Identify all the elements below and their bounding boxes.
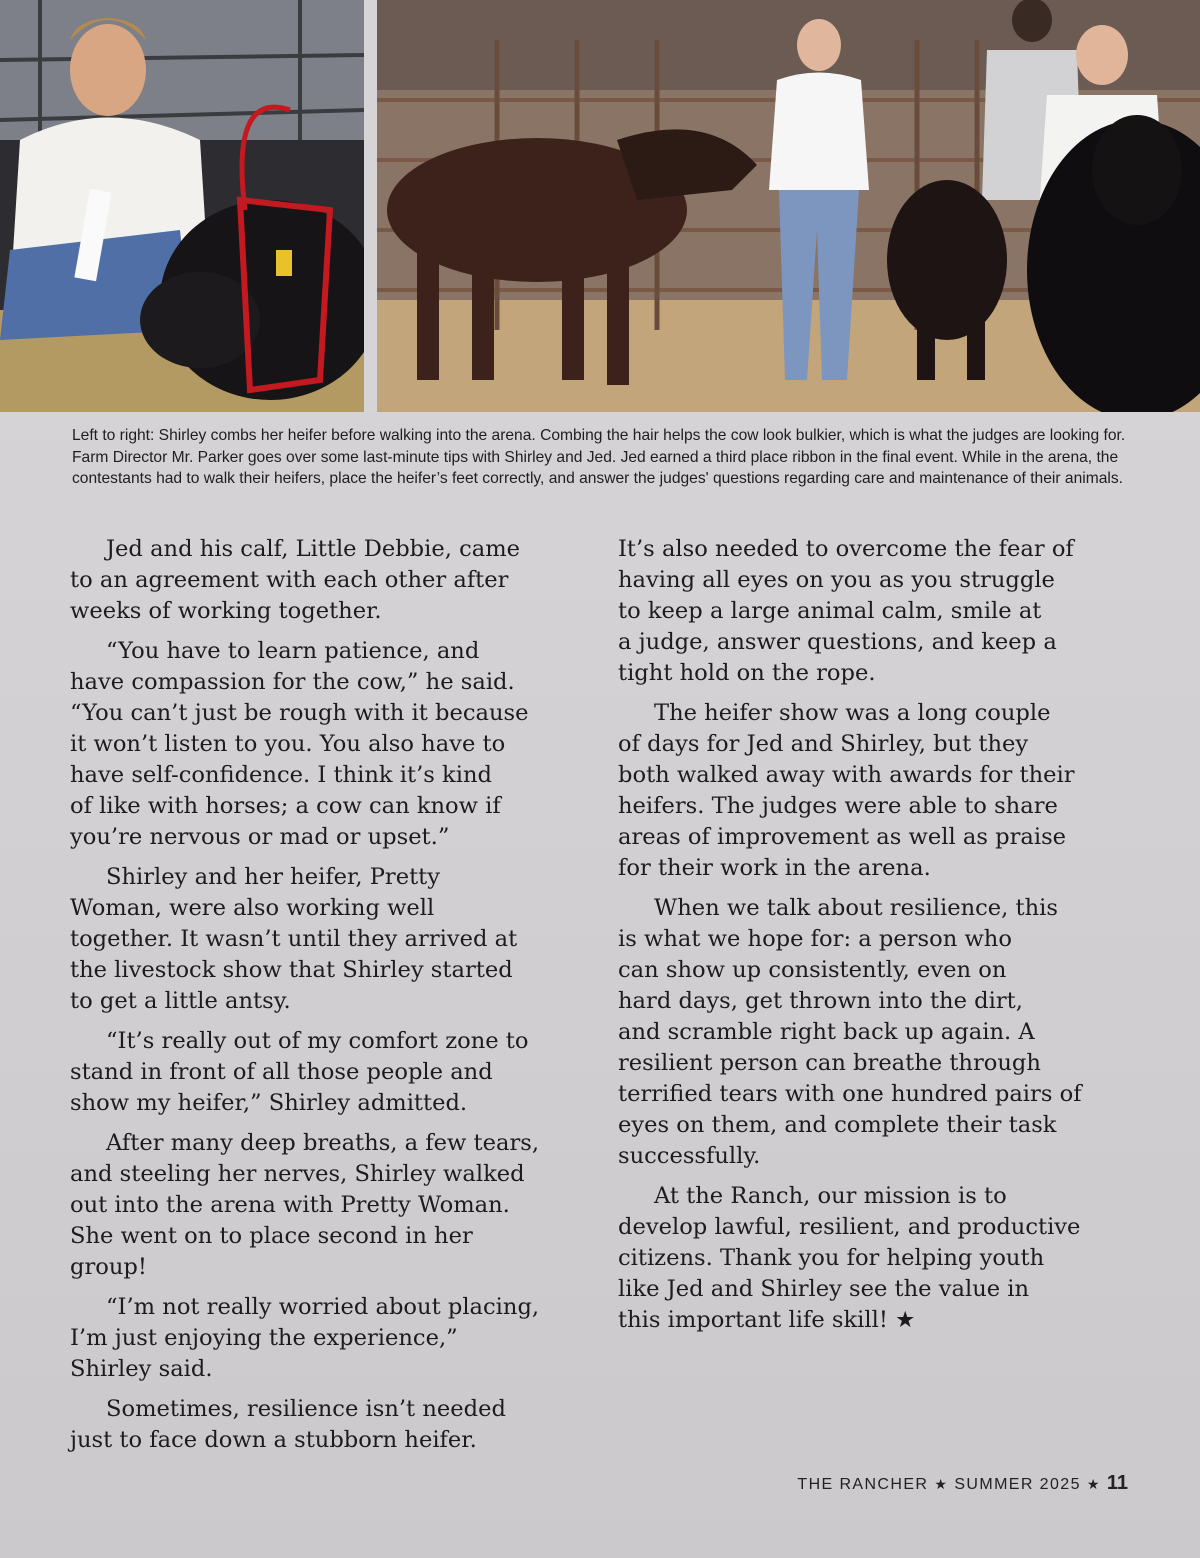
paragraph: When we talk about resilience, this is what we hope for: a person who can show up consistently, even on hard days, get thrown into the dirt, and scramble right back up again. A resilient person can breathe through terrified tears with one hundred pairs of eyes on them, and complete their task successfully. — [618, 895, 1082, 1169]
paragraph: The heifer show was a long couple of days for Jed and Shirley, but they both walked away with awards for their heifers. The judges were able to share areas of improvement as well as praise for their work in the arena. — [618, 700, 1075, 881]
paragraph: Shirley and her heifer, Pretty Woman, were also working well together. It wasn’t until they arrived at the livestock show that Shirley started to get a little antsy. — [70, 864, 518, 1014]
photo-heifer-show-arena — [377, 0, 1200, 412]
star-icon: ★ — [1086, 1476, 1101, 1492]
paragraph: “It’s really out of my comfort zone to stand in front of all those people and show my heifer,” Shirley admitted. — [70, 1028, 529, 1116]
page-footer — [797, 1472, 1128, 1495]
paragraph: At the Ranch, our mission is to develop lawful, resilient, and productive citizens. Thank you for helping youth like Jed and Shirley see the value in this important life skill! ★ — [618, 1183, 1081, 1333]
article-column-right — [618, 534, 1138, 1345]
paragraph: Jed and his calf, Little Debbie, came to an agreement with each other after weeks of working together. — [70, 536, 521, 624]
article-column-left — [70, 534, 590, 1465]
photo-caption: Left to right: Shirley combs her heifer before walking into the arena. Combing the hair helps the cow look bulkier, which is what the judges are looking for. Farm Director Mr. Parker goes over some last-minute tips with Shirley and Jed. Jed earned a third place ribbon in the final event. While in the arena, the contestants had to walk their heifers, place the heifer’s feet correctly, and answer the judges' questions regarding care and maintenance of their animals. — [72, 427, 1126, 487]
paragraph: After many deep breaths, a few tears, and steeling her nerves, Shirley walked out into the arena with Pretty Woman. She went on to place second in her group! — [70, 1130, 540, 1280]
photo-jed-with-calf — [0, 0, 364, 412]
page-number: 11 — [1106, 1472, 1128, 1494]
photo-divider — [364, 0, 377, 412]
paragraph: “You have to learn patience, and have compassion for the cow,” he said. “You can’t just be rough with it because it won’t listen to you. You also have to have self-confidence. I think it’s kind of like with horses; a cow can know if you’re nervous or mad or upset.” — [70, 638, 529, 850]
star-icon: ★ — [934, 1476, 949, 1492]
issue-label: SUMMER 2025 — [954, 1476, 1081, 1493]
paragraph: “I’m not really worried about placing, I’m just enjoying the experience,” Shirley said. — [70, 1294, 540, 1382]
paragraph: Sometimes, resilience isn’t needed just to face down a stubborn heifer. — [70, 1396, 506, 1453]
photo-strip — [0, 0, 1200, 412]
paragraph: It’s also needed to overcome the fear of having all eyes on you as you struggle to keep a large animal calm, smile at a judge, answer questions, and keep a tight hold on the rope. — [618, 536, 1074, 686]
publication-name: THE RANCHER — [797, 1476, 929, 1493]
